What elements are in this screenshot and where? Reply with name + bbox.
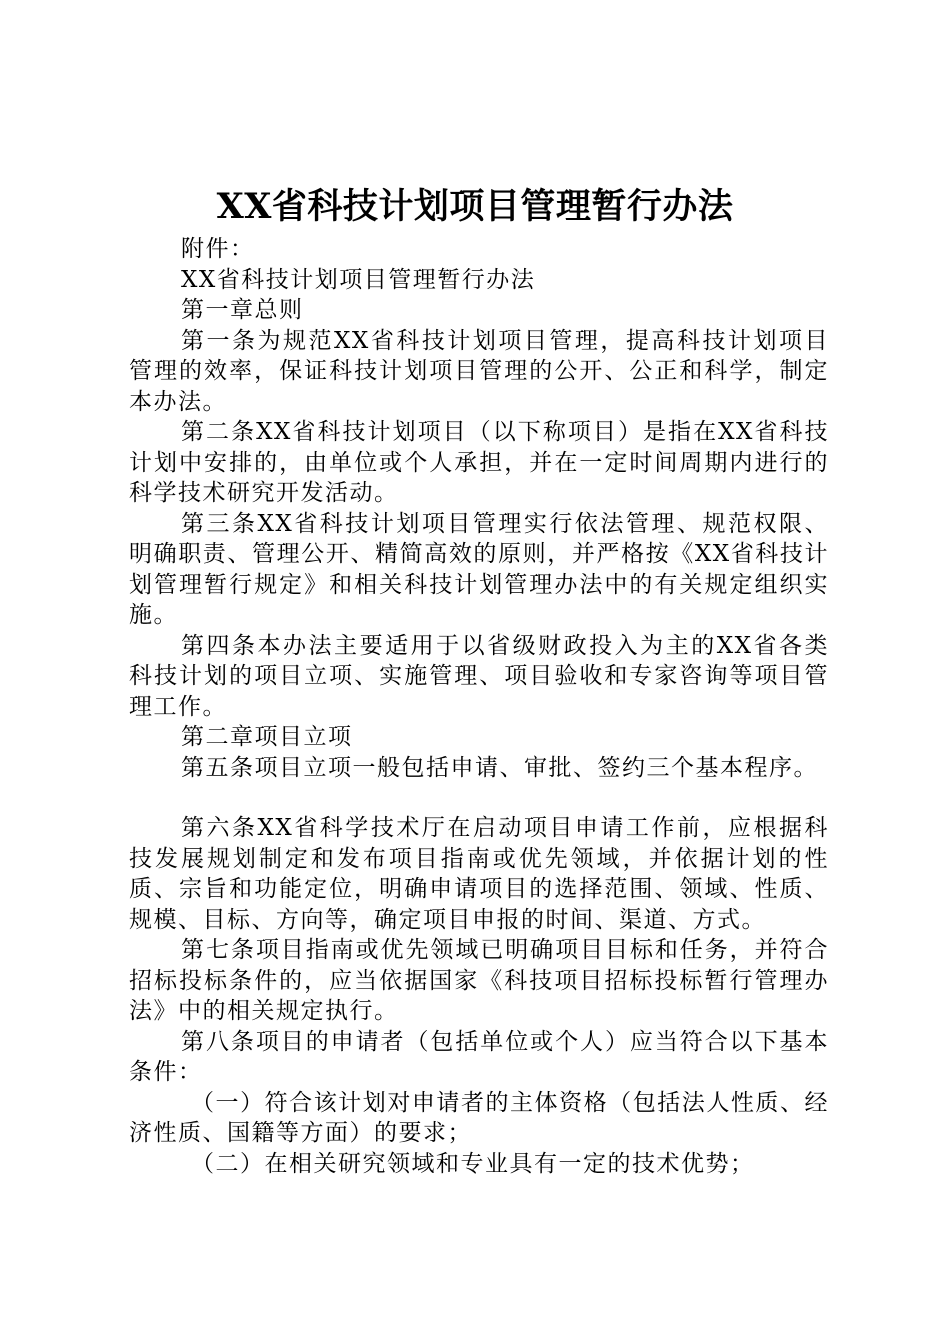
document-title: XX省科技计划项目管理暂行办法 (216, 186, 734, 227)
article-1: 第一条为规范XX省科技计划项目管理，提高科技计划项目管理的效率，保证科技计划项目管理的公开、公正和科学，制定本办法。 (129, 327, 829, 415)
chapter-2-heading: 第二章项目立项 (181, 724, 353, 750)
article-5: 第五条项目立项一般包括申请、审批、签约三个基本程序。 (181, 754, 818, 781)
document-body (129, 234, 829, 1179)
article-3: 第三条XX省科技计划项目管理实行依法管理、规范权限、明确职责、管理公开、精简高效的原则，并严格按《XX省科技计划管理暂行规定》和相关科技计划管理办法中的有关规定组织实施。 (129, 510, 829, 628)
attachment-title: XX省科技计划项目管理暂行办法 (181, 266, 536, 293)
article-2: 第二条XX省科技计划项目（以下称项目）是指在XX省科技计划中安排的，由单位或个人承担，并在一定时间周期内进行的科学技术研究开发活动。 (129, 419, 829, 506)
article-8-item-1: （一）符合该计划对申请者的主体资格（包括法人性质、经济性质、国籍等方面）的要求； (129, 1089, 829, 1146)
article-7: 第七条项目指南或优先领域已明确项目目标和任务，并符合招标投标条件的，应当依据国家《科技项目招标投标暂行管理办法》中的相关规定执行。 (129, 937, 829, 1024)
article-8: 第八条项目的申请者（包括单位或个人）应当符合以下基本条件： (129, 1028, 829, 1085)
chapter-1-heading: 第一章总则 (181, 297, 304, 323)
article-4: 第四条本办法主要适用于以省级财政投入为主的XX省各类科技计划的项目立项、实施管理、项目验收和专家咨询等项目管理工作。 (129, 632, 829, 720)
article-6: 第六条XX省科学技术厅在启动项目申请工作前，应根据科技发展规划制定和发布项目指南或优先领域，并依据计划的性质、宗旨和功能定位，明确申请项目的选择范围、领域、性质、规模、目标、方向等，确定项目申报的时间、渠道、方式。 (129, 815, 829, 933)
attachment-label: 附件： (181, 236, 255, 262)
article-8-item-2: （二）在相关研究领域和专业具有一定的技术优势； (191, 1150, 755, 1177)
